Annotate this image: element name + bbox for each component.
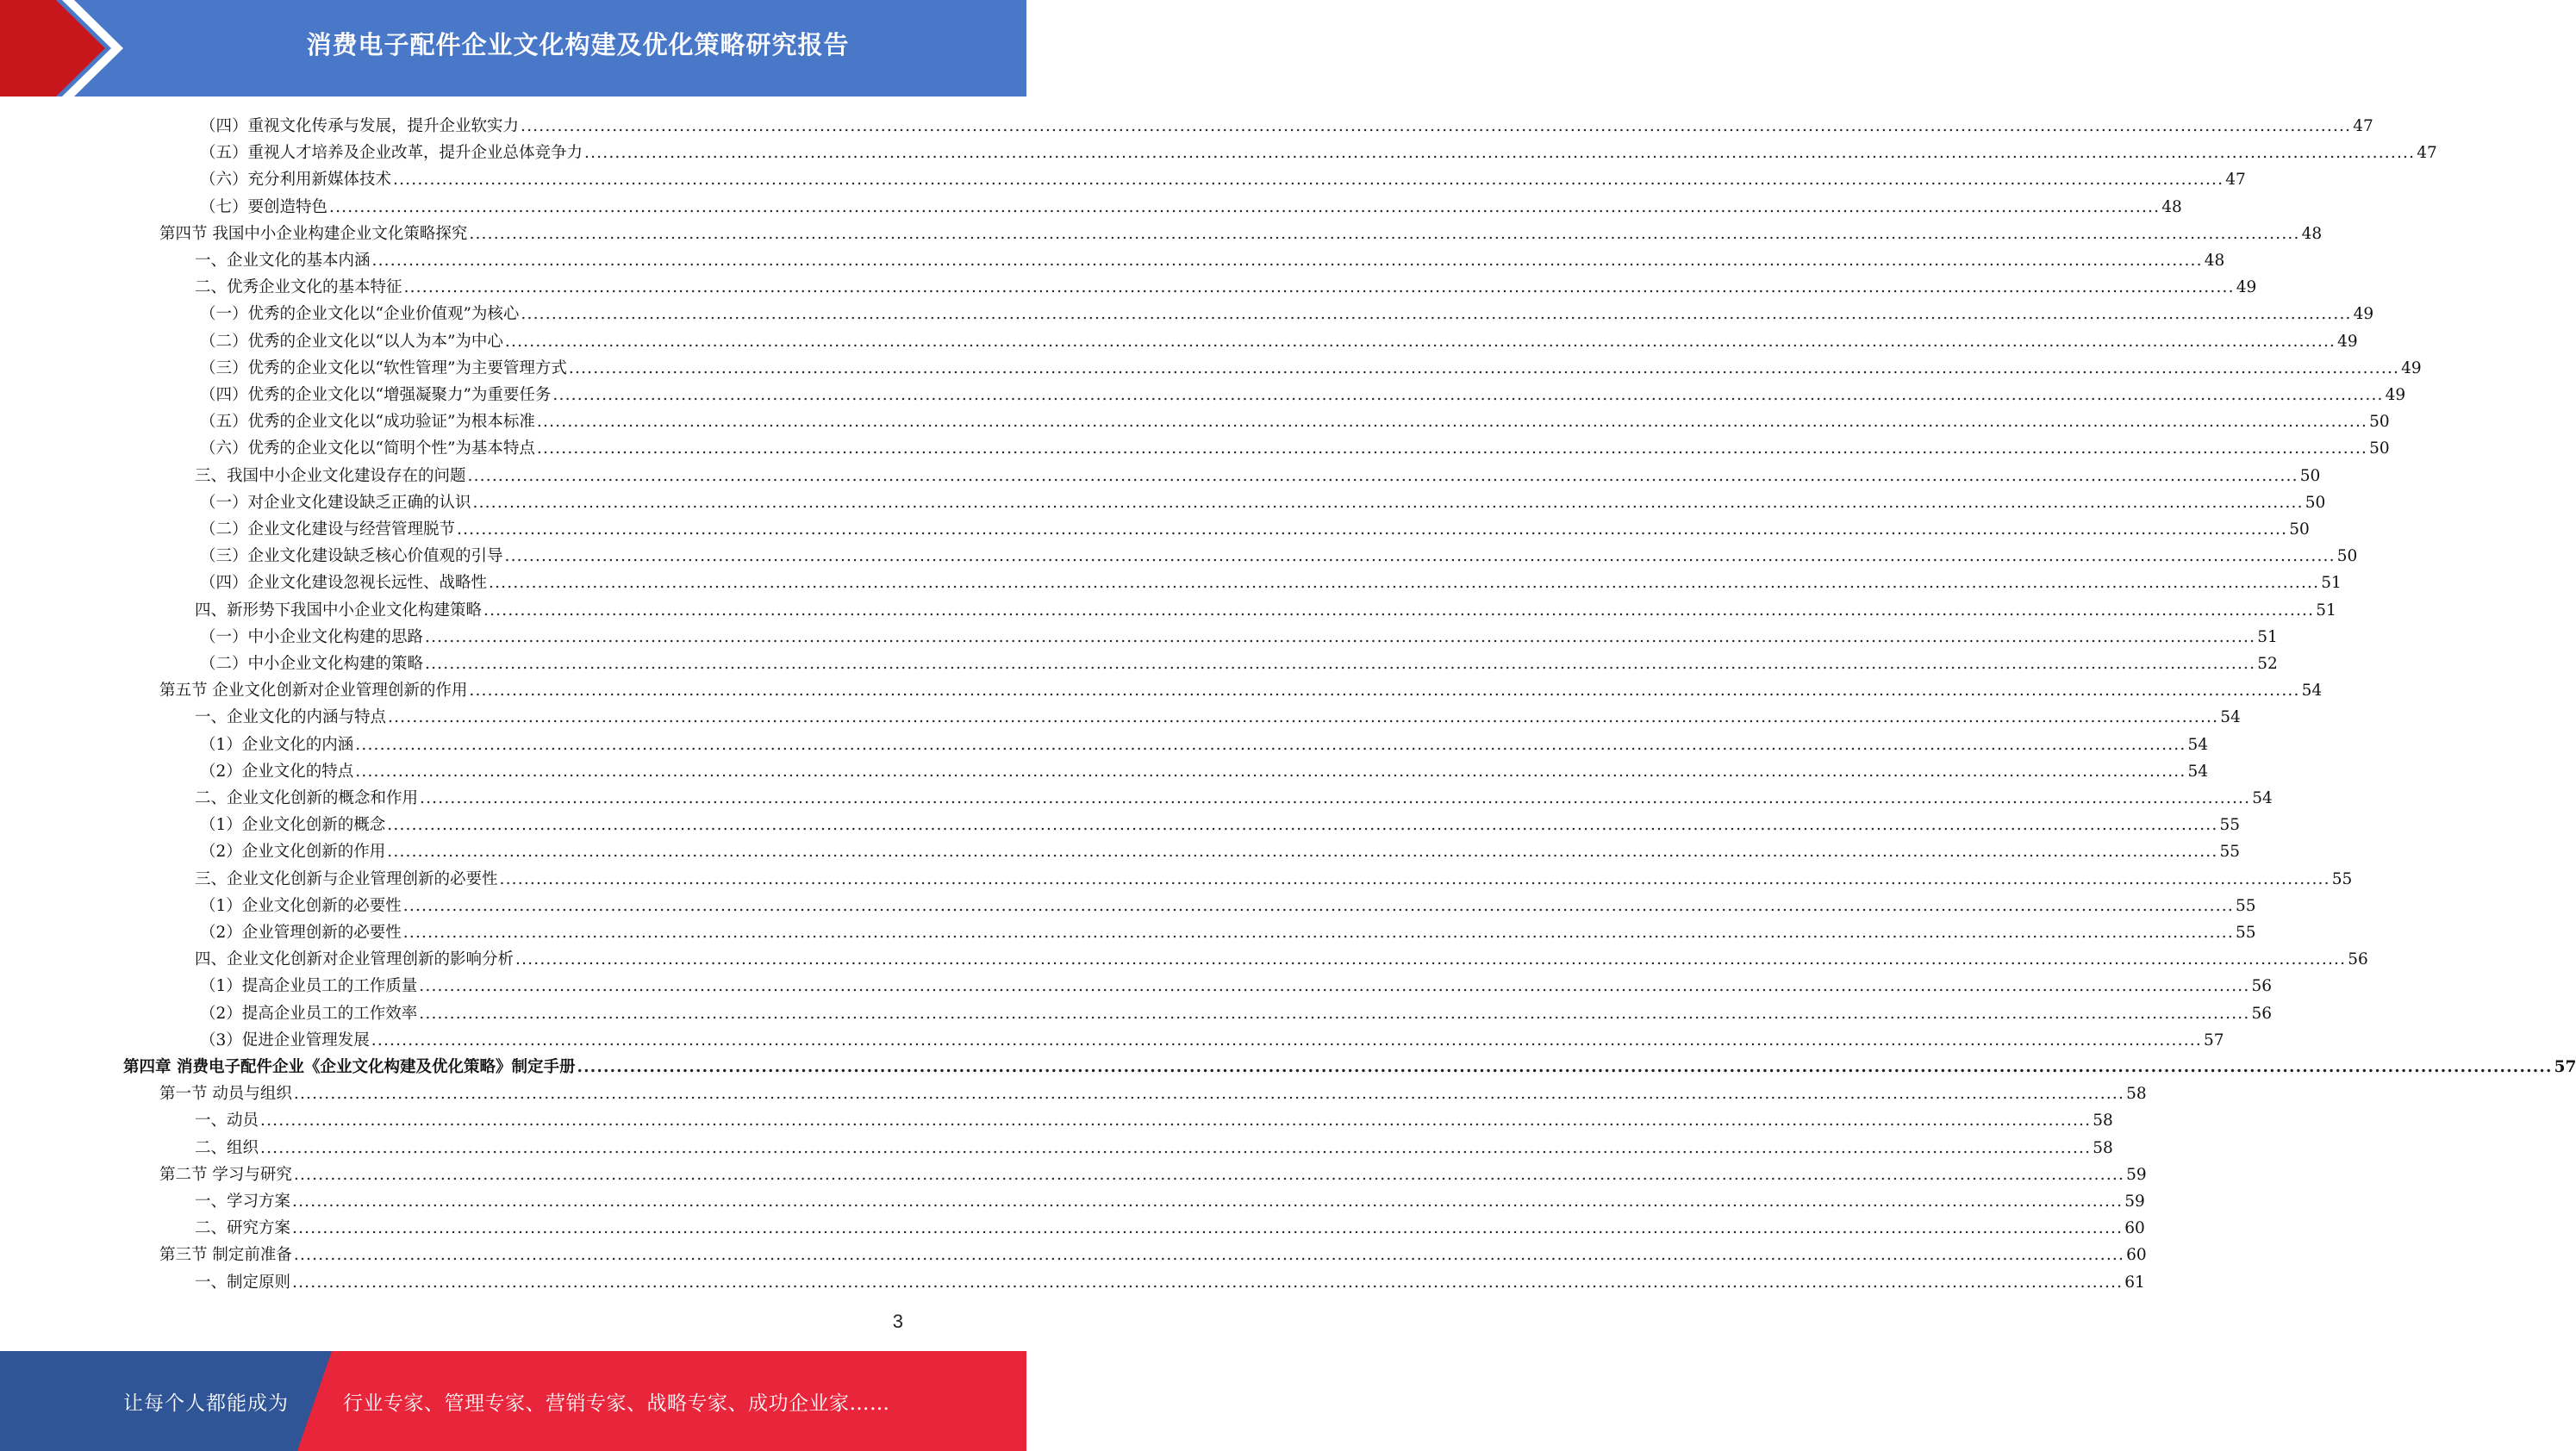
toc-leader-dots: ............................................................................................................................................................................................................................................................................................................ xyxy=(293,1165,2125,1184)
toc-entry-page: 49 xyxy=(2353,305,2374,324)
toc-entry-title: 一、制定原则 xyxy=(195,1273,291,1292)
toc-entry[interactable] xyxy=(200,808,2241,835)
toc-entry-title: （二）优秀的企业文化以“以人为本”为中心 xyxy=(200,332,503,351)
toc-entry[interactable] xyxy=(200,647,2278,674)
toc-section-entry[interactable] xyxy=(159,1238,2147,1265)
toc-entry-title: （五）优秀的企业文化以“成功验证”为根本标准 xyxy=(200,413,535,432)
toc-entry[interactable] xyxy=(195,863,2353,889)
toc-entry[interactable] xyxy=(200,486,2326,513)
toc-entry-title: （四）企业文化建设忽视长远性、战略性 xyxy=(200,574,488,593)
toc-entry[interactable] xyxy=(200,835,2241,862)
toc-entry-page: 54 xyxy=(2252,789,2273,807)
toc-entry-title: 二、企业文化创新的概念和作用 xyxy=(195,789,419,807)
toc-entry-page: 50 xyxy=(2289,520,2310,539)
toc-entry-page: 55 xyxy=(2219,816,2241,835)
toc-entry-title: 一、企业文化的内涵与特点 xyxy=(195,708,387,727)
header-red-arrow-decoration xyxy=(0,0,129,97)
toc-entry-page: 50 xyxy=(2369,439,2390,458)
toc-entry[interactable] xyxy=(200,378,2406,405)
toc-leader-dots: ............................................................................................................................................................................................................................................................................................................ xyxy=(260,1138,2092,1157)
toc-entry-page: 59 xyxy=(2124,1193,2145,1211)
toc-leader-dots: ............................................................................................................................................................................................................................................................................................................ xyxy=(425,627,2256,646)
toc-entry-title: （1）企业文化创新的必要性 xyxy=(200,896,402,915)
toc-entry-title: 第二节 学习与研究 xyxy=(159,1165,292,1184)
toc-entry-page: 59 xyxy=(2126,1165,2147,1184)
toc-entry[interactable] xyxy=(200,620,2278,647)
toc-entry[interactable] xyxy=(200,163,2246,190)
toc-entry-title: （六）充分利用新媒体技术 xyxy=(200,171,392,190)
toc-entry[interactable] xyxy=(200,432,2390,458)
toc-entry[interactable] xyxy=(195,1185,2145,1211)
toc-entry-page: 54 xyxy=(2187,735,2209,754)
toc-entry[interactable] xyxy=(200,325,2358,352)
toc-leader-dots: ............................................................................................................................................................................................................................................................................................................ xyxy=(293,1246,2125,1265)
toc-leader-dots: ............................................................................................................................................................................................................................................................................................................ xyxy=(387,843,2218,862)
toc-leader-dots: ............................................................................................................................................................................................................................................................................................................ xyxy=(371,252,2203,270)
toc-section-entry[interactable] xyxy=(159,217,2323,244)
toc-leader-dots: ............................................................................................................................................................................................................................................................................................................ xyxy=(536,413,2368,432)
toc-entry[interactable] xyxy=(195,1104,2113,1130)
toc-leader-dots: ............................................................................................................................................................................................................................................................................................................ xyxy=(371,1031,2202,1049)
toc-leader-dots: ............................................................................................................................................................................................................................................................................................................ xyxy=(521,305,2352,324)
toc-entry[interactable] xyxy=(195,1211,2145,1238)
toc-entry-title: 第五节 企业文化创新对企业管理创新的作用 xyxy=(159,682,468,701)
toc-entry-page: 50 xyxy=(2336,547,2358,566)
toc-entry-page: 51 xyxy=(2316,601,2336,620)
toc-entry-title: （2）提高企业员工的工作效率 xyxy=(200,1004,418,1023)
toc-entry-page: 47 xyxy=(2417,144,2437,163)
toc-leader-dots: ............................................................................................................................................................................................................................................................................................................ xyxy=(355,762,2186,781)
toc-leader-dots: ............................................................................................................................................................................................................................................................................................................ xyxy=(393,171,2224,190)
toc-entry-title: （三）优秀的企业文化以“软性管理”为主要管理方式 xyxy=(200,358,567,377)
toc-leader-dots: ............................................................................................................................................................................................................................................................................................................ xyxy=(568,358,2400,377)
toc-entry-page: 47 xyxy=(2353,117,2373,135)
toc-entry-page: 47 xyxy=(2225,171,2246,190)
toc-entry[interactable] xyxy=(200,405,2390,432)
toc-entry-title: （一）优秀的企业文化以“企业价值观”为核心 xyxy=(200,305,520,324)
toc-entry-title: 第三节 制定前准备 xyxy=(159,1246,292,1265)
toc-entry[interactable] xyxy=(200,136,2437,163)
toc-entry-page: 56 xyxy=(2251,977,2273,996)
toc-entry-title: （二）中小企业文化构建的策略 xyxy=(200,655,424,673)
toc-entry[interactable] xyxy=(195,271,2257,297)
toc-entry-title: （3）促进企业管理发展 xyxy=(200,1031,370,1049)
toc-entry[interactable] xyxy=(200,297,2374,324)
toc-leader-dots: ............................................................................................................................................................................................................................................................................................................ xyxy=(489,574,2320,593)
toc-entry[interactable] xyxy=(195,701,2241,727)
toc-entry-title: （2）企业管理创新的必要性 xyxy=(200,924,402,942)
toc-entry-page: 58 xyxy=(2126,1085,2147,1104)
toc-entry-page: 48 xyxy=(2301,224,2323,243)
toc-entry-page: 51 xyxy=(2257,627,2278,646)
toc-entry-page: 50 xyxy=(2369,413,2390,432)
toc-entry-title: （二）企业文化建设与经营管理脱节 xyxy=(200,520,456,539)
toc-leader-dots: ............................................................................................................................................................................................................................................................................................................ xyxy=(469,224,2300,243)
toc-entry-page: 50 xyxy=(2299,466,2321,485)
toc-entry-title: （一）中小企业文化构建的思路 xyxy=(200,627,424,646)
toc-entry-title: （1）企业文化的内涵 xyxy=(200,735,354,754)
toc-leader-dots: ............................................................................................................................................................................................................................................................................................................ xyxy=(467,466,2298,485)
toc-leader-dots: ............................................................................................................................................................................................................................................................................................................ xyxy=(388,708,2219,727)
toc-leader-dots: ............................................................................................................................................................................................................................................................................................................ xyxy=(387,816,2218,835)
toc-entry[interactable] xyxy=(195,244,2225,271)
toc-leader-dots: ............................................................................................................................................................................................................................................................................................................ xyxy=(355,735,2186,754)
toc-chapter-entry[interactable] xyxy=(123,1050,2576,1077)
toc-entry-page: 58 xyxy=(2093,1112,2113,1130)
toc-entry[interactable] xyxy=(200,539,2358,566)
toc-entry-page: 49 xyxy=(2337,332,2358,351)
toc-entry-title: 四、新形势下我国中小企业文化构建策略 xyxy=(195,601,483,620)
toc-entry[interactable] xyxy=(200,997,2273,1024)
toc-entry-title: 一、企业文化的基本内涵 xyxy=(195,252,371,270)
toc-entry-page: 49 xyxy=(2236,278,2257,297)
toc-leader-dots: ............................................................................................................................................................................................................................................................................................................ xyxy=(584,144,2416,163)
toc-entry-title: 一、动员 xyxy=(195,1112,259,1130)
toc-leader-dots: ............................................................................................................................................................................................................................................................................................................ xyxy=(403,278,2235,297)
toc-entry[interactable] xyxy=(200,969,2273,996)
toc-entry-title: （2）企业文化的特点 xyxy=(200,762,354,781)
toc-entry-page: 48 xyxy=(2161,197,2182,216)
toc-entry[interactable] xyxy=(195,459,2321,486)
toc-leader-dots: ............................................................................................................................................................................................................................................................................................................ xyxy=(419,977,2250,996)
toc-entry-page: 50 xyxy=(2305,493,2326,512)
toc-leader-dots: ............................................................................................................................................................................................................................................................................................................ xyxy=(504,547,2336,566)
toc-entry-page: 55 xyxy=(2235,896,2256,915)
toc-leader-dots: ............................................................................................................................................................................................................................................................................................................ xyxy=(499,869,2330,888)
toc-entry-page: 49 xyxy=(2401,358,2422,377)
toc-entry-page: 56 xyxy=(2251,1004,2273,1023)
toc-entry-page: 52 xyxy=(2257,655,2278,673)
toc-entry-page: 56 xyxy=(2348,950,2368,969)
toc-entry-title: 三、企业文化创新与企业管理创新的必要性 xyxy=(195,869,498,888)
toc-entry-page: 55 xyxy=(2219,843,2241,862)
toc-leader-dots: ............................................................................................................................................................................................................................................................................................................ xyxy=(329,197,2161,216)
toc-leader-dots: ............................................................................................................................................................................................................................................................................................................ xyxy=(425,655,2256,673)
toc-entry[interactable] xyxy=(195,943,2368,969)
toc-entry-page: 60 xyxy=(2126,1246,2147,1265)
toc-leader-dots: ............................................................................................................................................................................................................................................................................................................ xyxy=(402,896,2234,915)
toc-leader-dots: ............................................................................................................................................................................................................................................................................................................ xyxy=(472,493,2304,512)
toc-leader-dots: ............................................................................................................................................................................................................................................................................................................ xyxy=(483,601,2315,620)
toc-leader-dots: ............................................................................................................................................................................................................................................................................................................ xyxy=(402,924,2234,942)
toc-entry-title: 第四章 消费电子配件企业《企业文化构建及优化策略》制定手册 xyxy=(123,1058,576,1076)
toc-leader-dots: ............................................................................................................................................................................................................................................................................................................ xyxy=(469,682,2300,701)
toc-entry[interactable] xyxy=(200,566,2342,593)
toc-entry[interactable] xyxy=(200,352,2422,378)
toc-entry-page: 57 xyxy=(2203,1031,2224,1049)
toc-leader-dots: ............................................................................................................................................................................................................................................................................................................ xyxy=(552,386,2384,404)
toc-entry-title: （五）重视人才培养及企业改革，提升企业总体竞争力 xyxy=(200,144,583,163)
toc-entry-title: （2）企业文化创新的作用 xyxy=(200,843,386,862)
toc-entry-title: 第四节 我国中小企业构建企业文化策略探究 xyxy=(159,224,468,243)
toc-entry[interactable] xyxy=(200,728,2209,755)
document-title: 消费电子配件企业文化构建及优化策略研究报告 xyxy=(306,29,850,59)
toc-entry-title: （三）企业文化建设缺乏核心价值观的引导 xyxy=(200,547,503,566)
toc-leader-dots: ............................................................................................................................................................................................................................................................................................................ xyxy=(292,1273,2124,1292)
toc-entry[interactable] xyxy=(200,513,2310,539)
toc-leader-dots: ............................................................................................................................................................................................................................................................................................................ xyxy=(521,117,2352,135)
toc-entry[interactable] xyxy=(200,889,2256,916)
toc-entry-page: 48 xyxy=(2204,252,2225,270)
toc-entry-page: 54 xyxy=(2187,762,2209,781)
toc-entry-page: 58 xyxy=(2093,1138,2113,1157)
toc-entry-title: 一、学习方案 xyxy=(195,1193,291,1211)
toc-leader-dots: ............................................................................................................................................................................................................................................................................................................ xyxy=(577,1058,2553,1076)
toc-entry-page: 49 xyxy=(2385,386,2406,404)
toc-leader-dots: ............................................................................................................................................................................................................................................................................................................ xyxy=(419,1004,2250,1023)
footer-slogan-left: 让每个人都能成为 xyxy=(123,1392,289,1415)
toc-entry-title: （四）优秀的企业文化以“增强凝聚力”为重要任务 xyxy=(200,386,552,404)
toc-entry[interactable] xyxy=(200,109,2373,136)
toc-leader-dots: ............................................................................................................................................................................................................................................................................................................ xyxy=(457,520,2288,539)
toc-entry[interactable] xyxy=(200,1024,2224,1050)
toc-leader-dots: ............................................................................................................................................................................................................................................................................................................ xyxy=(292,1193,2124,1211)
toc-leader-dots: ............................................................................................................................................................................................................................................................................................................ xyxy=(293,1085,2125,1104)
toc-entry-title: （四）重视文化传承与发展，提升企业软实力 xyxy=(200,117,520,135)
toc-entry-page: 55 xyxy=(2331,869,2353,888)
toc-entry-title: 三、我国中小企业文化建设存在的问题 xyxy=(195,466,466,485)
toc-leader-dots: ............................................................................................................................................................................................................................................................................................................ xyxy=(504,332,2336,351)
toc-section-entry[interactable] xyxy=(159,1077,2147,1104)
toc-entry[interactable] xyxy=(200,755,2209,782)
page-footer xyxy=(0,1351,1026,1451)
toc-entry-page: 55 xyxy=(2235,924,2256,942)
page-header xyxy=(0,0,1026,97)
toc-entry[interactable] xyxy=(195,1266,2145,1292)
toc-entry-page: 51 xyxy=(2321,574,2342,593)
toc-entry-title: 第一节 动员与组织 xyxy=(159,1085,292,1104)
toc-entry-title: 二、研究方案 xyxy=(195,1219,291,1238)
toc-entry-title: 二、优秀企业文化的基本特征 xyxy=(195,278,402,297)
page-number: 3 xyxy=(892,1311,903,1332)
toc-entry-title: （1）企业文化创新的概念 xyxy=(200,816,386,835)
toc-entry-page: 60 xyxy=(2124,1219,2145,1238)
toc-entry-page: 61 xyxy=(2124,1273,2145,1292)
toc-leader-dots: ............................................................................................................................................................................................................................................................................................................ xyxy=(420,789,2251,807)
footer-slogan-right: 行业专家、管理专家、营销专家、战略专家、成功企业家…… xyxy=(343,1392,890,1415)
toc-entry-title: （七）要创造特色 xyxy=(200,197,328,216)
toc-entry-page: 54 xyxy=(2220,708,2241,727)
toc-entry-title: （一）对企业文化建设缺乏正确的认识 xyxy=(200,493,471,512)
toc-entry-title: （1）提高企业员工的工作质量 xyxy=(200,977,418,996)
toc-section-entry[interactable] xyxy=(159,674,2323,701)
toc-leader-dots: ............................................................................................................................................................................................................................................................................................................ xyxy=(536,439,2368,458)
toc-leader-dots: ............................................................................................................................................................................................................................................................................................................ xyxy=(292,1219,2124,1238)
toc-entry[interactable] xyxy=(195,1131,2113,1158)
toc-entry[interactable] xyxy=(195,594,2336,620)
toc-entry[interactable] xyxy=(195,782,2273,808)
toc-entry-page: 57 xyxy=(2554,1058,2576,1076)
toc-leader-dots: ............................................................................................................................................................................................................................................................................................................ xyxy=(515,950,2347,969)
toc-entry-page: 54 xyxy=(2301,682,2323,701)
toc-entry-title: 二、组织 xyxy=(195,1138,259,1157)
toc-entry[interactable] xyxy=(200,190,2182,217)
toc-leader-dots: ............................................................................................................................................................................................................................................................................................................ xyxy=(260,1112,2092,1130)
toc-entry-title: （六）优秀的企业文化以“简明个性”为基本特点 xyxy=(200,439,535,458)
toc-entry-title: 四、企业文化创新对企业管理创新的影响分析 xyxy=(195,950,515,969)
toc-entry[interactable] xyxy=(200,916,2256,943)
toc-section-entry[interactable] xyxy=(159,1158,2147,1185)
